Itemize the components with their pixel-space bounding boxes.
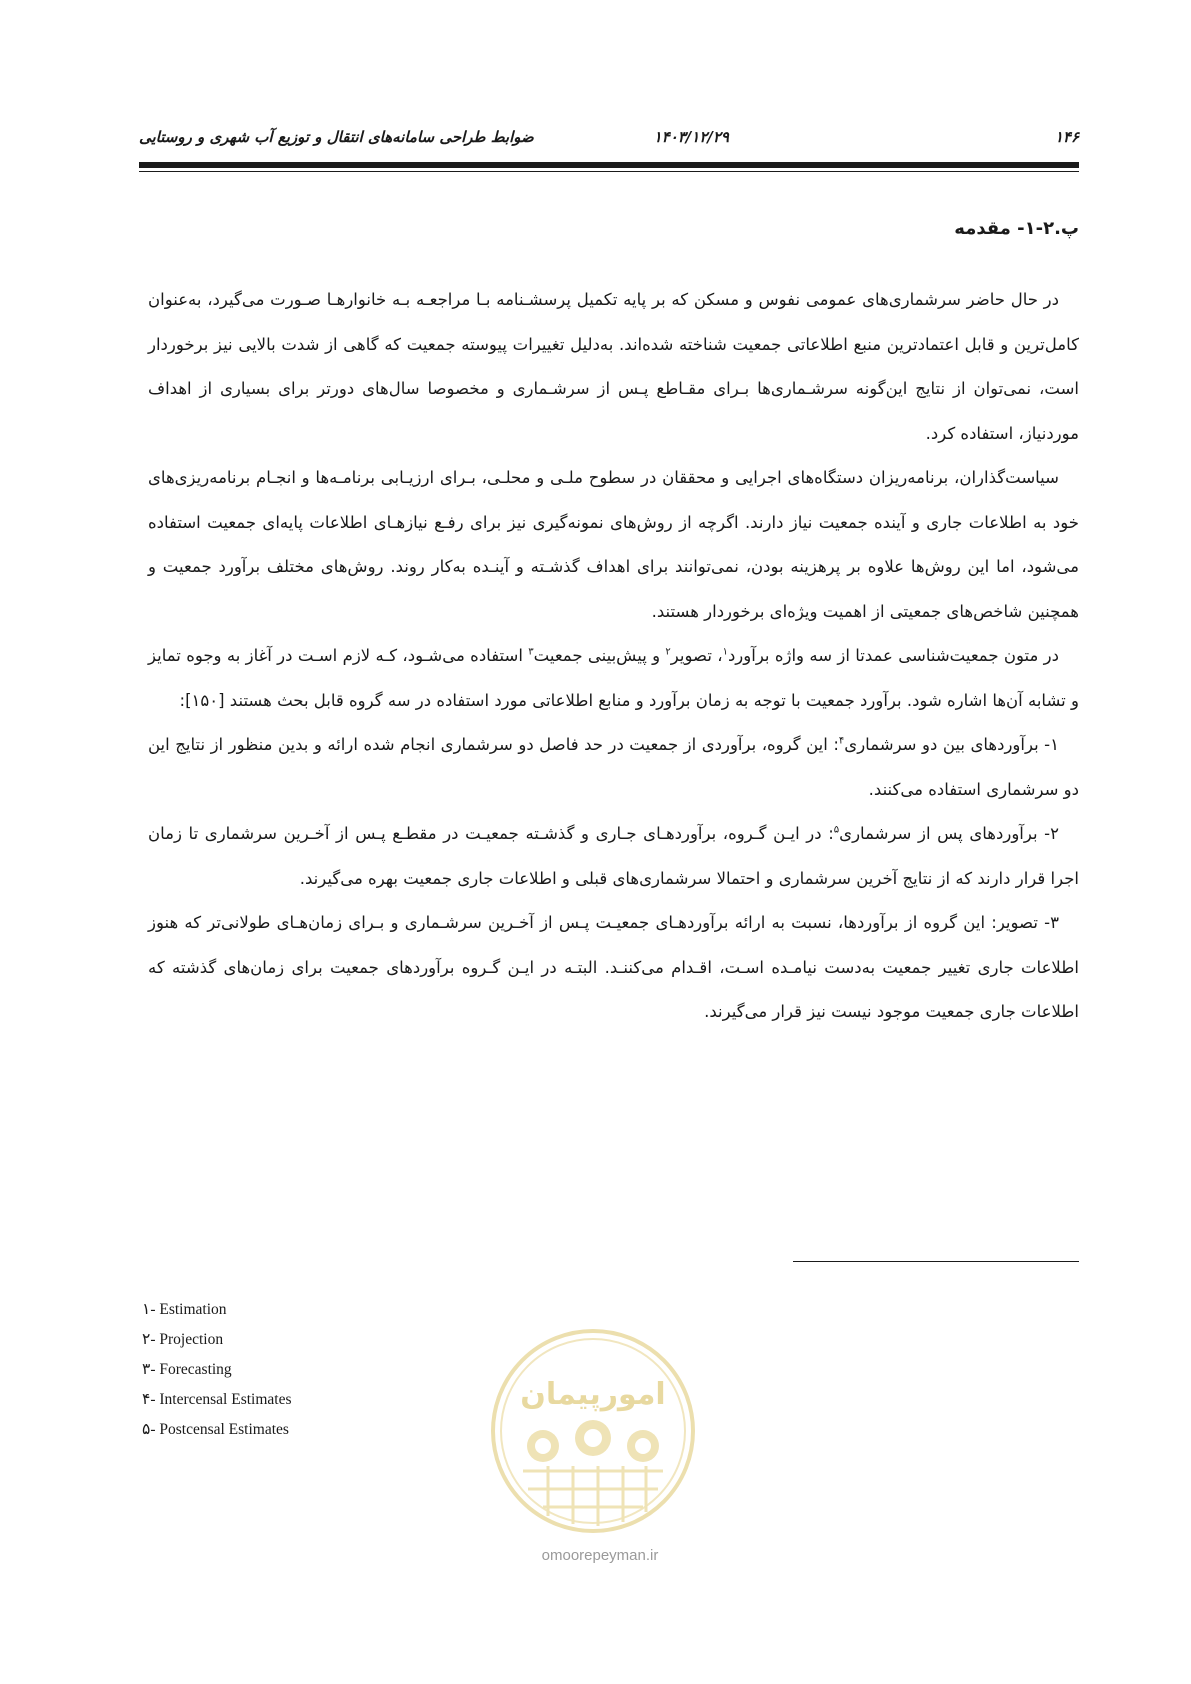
watermark-logo-icon bbox=[488, 1326, 698, 1536]
list-item: ۲- برآوردهای پس از سرشماری$^۵$: در ایـن گـروه، برآوردهـای جـاری و گذشـته جمعیـت در مقطـع پـس از آخـرین سرشماری تا زمان اجرا قرار دارند که از نتایج آخرین سرشماری و احتمالا سرشماری‌های قبلی و اطلاعات جاری جمعیت بهره می‌گیرند. bbox=[148, 824, 1079, 888]
paragraph: سیاست‌گذاران، برنامه‌ریزان دستگاه‌های اجرایی و محققان در سطوح ملـی و محلـی، بـرای ارزیـابی برنامـه‌ها و انجـام برنامه‌ریزی‌های خود به اطلاعات جاری و آینده جمعیت نیاز دارند. اگرچه از روش‌های نمونه‌گیری نیز برای رفـع نیازهـای اطلاعات پایه‌ای جمعیت استفاده می‌شود، اما این روش‌ها علاوه بر پرهزینه بودن، نمی‌توانند برای اهداف گذشـته و آینـده به‌کار روند. روش‌های مختلف برآورد جمعیت و همچنین شاخص‌های جمعیتی از اهمیت ویژه‌ای برخوردار هستند. bbox=[148, 468, 1079, 621]
header-date: ۱۴۰۳/۱۲/۲۹ bbox=[653, 128, 729, 146]
footnote-marker: ۳ bbox=[528, 646, 534, 658]
list-item: ۳- تصویر: این گروه از برآوردها، نسبت به ارائه برآوردهـای جمعیـت پـس از آخـرین سرشـماری و بـرای زمان‌هـای طولانی‌تر که هنوز اطلاعات جاری تغییر جمعیت به‌دست نیامـده اسـت، اقـدام می‌کننـد. البتـه در ایـن گـروه برآوردهای جمعیت برای زمان‌های گذشته که اطلاعات جاری جمعیت موجود نیست نیز قرار می‌گیرند. bbox=[148, 913, 1079, 1021]
paragraph: در حال حاضر سرشماری‌های عمومی نفوس و مسکن که بر پایه تکمیل پرسشـنامه بـا مراجعـه بـه خانوارهـا صـورت می‌گیرد، به‌عنوان کامل‌ترین و قابل اعتمادترین منبع اطلاعاتی جمعیت شناخته شده‌اند. به‌دلیل تغییرات پیوسته جمعیت که گاهی از شدت بالایی نیز برخوردار است، نمی‌توان از نتایج این‌گونه سرشـماری‌ها بـرای مقـاطع پـس از سرشـماری و مخصوصا سال‌های دورتر برای بسیاری از اهداف موردنیاز، استفاده کرد. bbox=[148, 290, 1079, 443]
section-title: پ.۲-۱- مقدمه bbox=[954, 218, 1079, 239]
footnote-marker: ۱ bbox=[722, 646, 728, 658]
footnote: ۲- Projection bbox=[142, 1331, 224, 1348]
page-header bbox=[139, 128, 1079, 154]
book-title: ضوابط طراحی سامانه‌های انتقال و توزیع آب شهری و روستایی bbox=[139, 128, 534, 146]
header-rule-thick bbox=[139, 162, 1079, 168]
footnotes bbox=[142, 1295, 502, 1445]
list-item: ۱- برآوردهای بین دو سرشماری$^۴$: این گروه، برآوردی از جمعیت در حد فاصل دو سرشماری انجام شده ارائه و بدین منظور از نتایج این دو سرشماری استفاده می‌کنند. bbox=[148, 735, 1079, 799]
body-text bbox=[148, 278, 1079, 1035]
footnote: ۴- Intercensal Estimates bbox=[142, 1391, 292, 1408]
header-rule-thin bbox=[139, 171, 1079, 172]
footnote-marker: ۲ bbox=[665, 646, 671, 658]
paragraph: در متون جمعیت‌شناسی عمدتا از سه واژه برآورد$^۱$، تصویر$^۲$ و پیش‌بینی جمعیت$^۳$ استفاده می‌شـود، کـه لازم اسـت در آغاز به وجوه تمایز و تشابه آن‌ها اشاره شود. برآورد جمعیت با توجه به زمان برآورد و منابع اطلاعاتی مورد استفاده در سه گروه قابل بحث هستند [۱۵۰]: bbox=[148, 646, 1079, 710]
footnote-marker: ۵ bbox=[833, 824, 840, 836]
footnote: ۳- Forecasting bbox=[142, 1361, 232, 1378]
svg-text:امورپیمان: امورپیمان bbox=[520, 1377, 666, 1412]
footnote-marker: ۴ bbox=[838, 735, 845, 747]
footnote-separator bbox=[793, 1261, 1079, 1262]
watermark-url: omoorepeyman.ir bbox=[541, 1547, 659, 1564]
page-number: ۱۴۶ bbox=[1054, 128, 1079, 146]
footnote: ۵- Postcensal Estimates bbox=[142, 1421, 289, 1438]
footnote: ۱- Estimation bbox=[142, 1301, 227, 1318]
